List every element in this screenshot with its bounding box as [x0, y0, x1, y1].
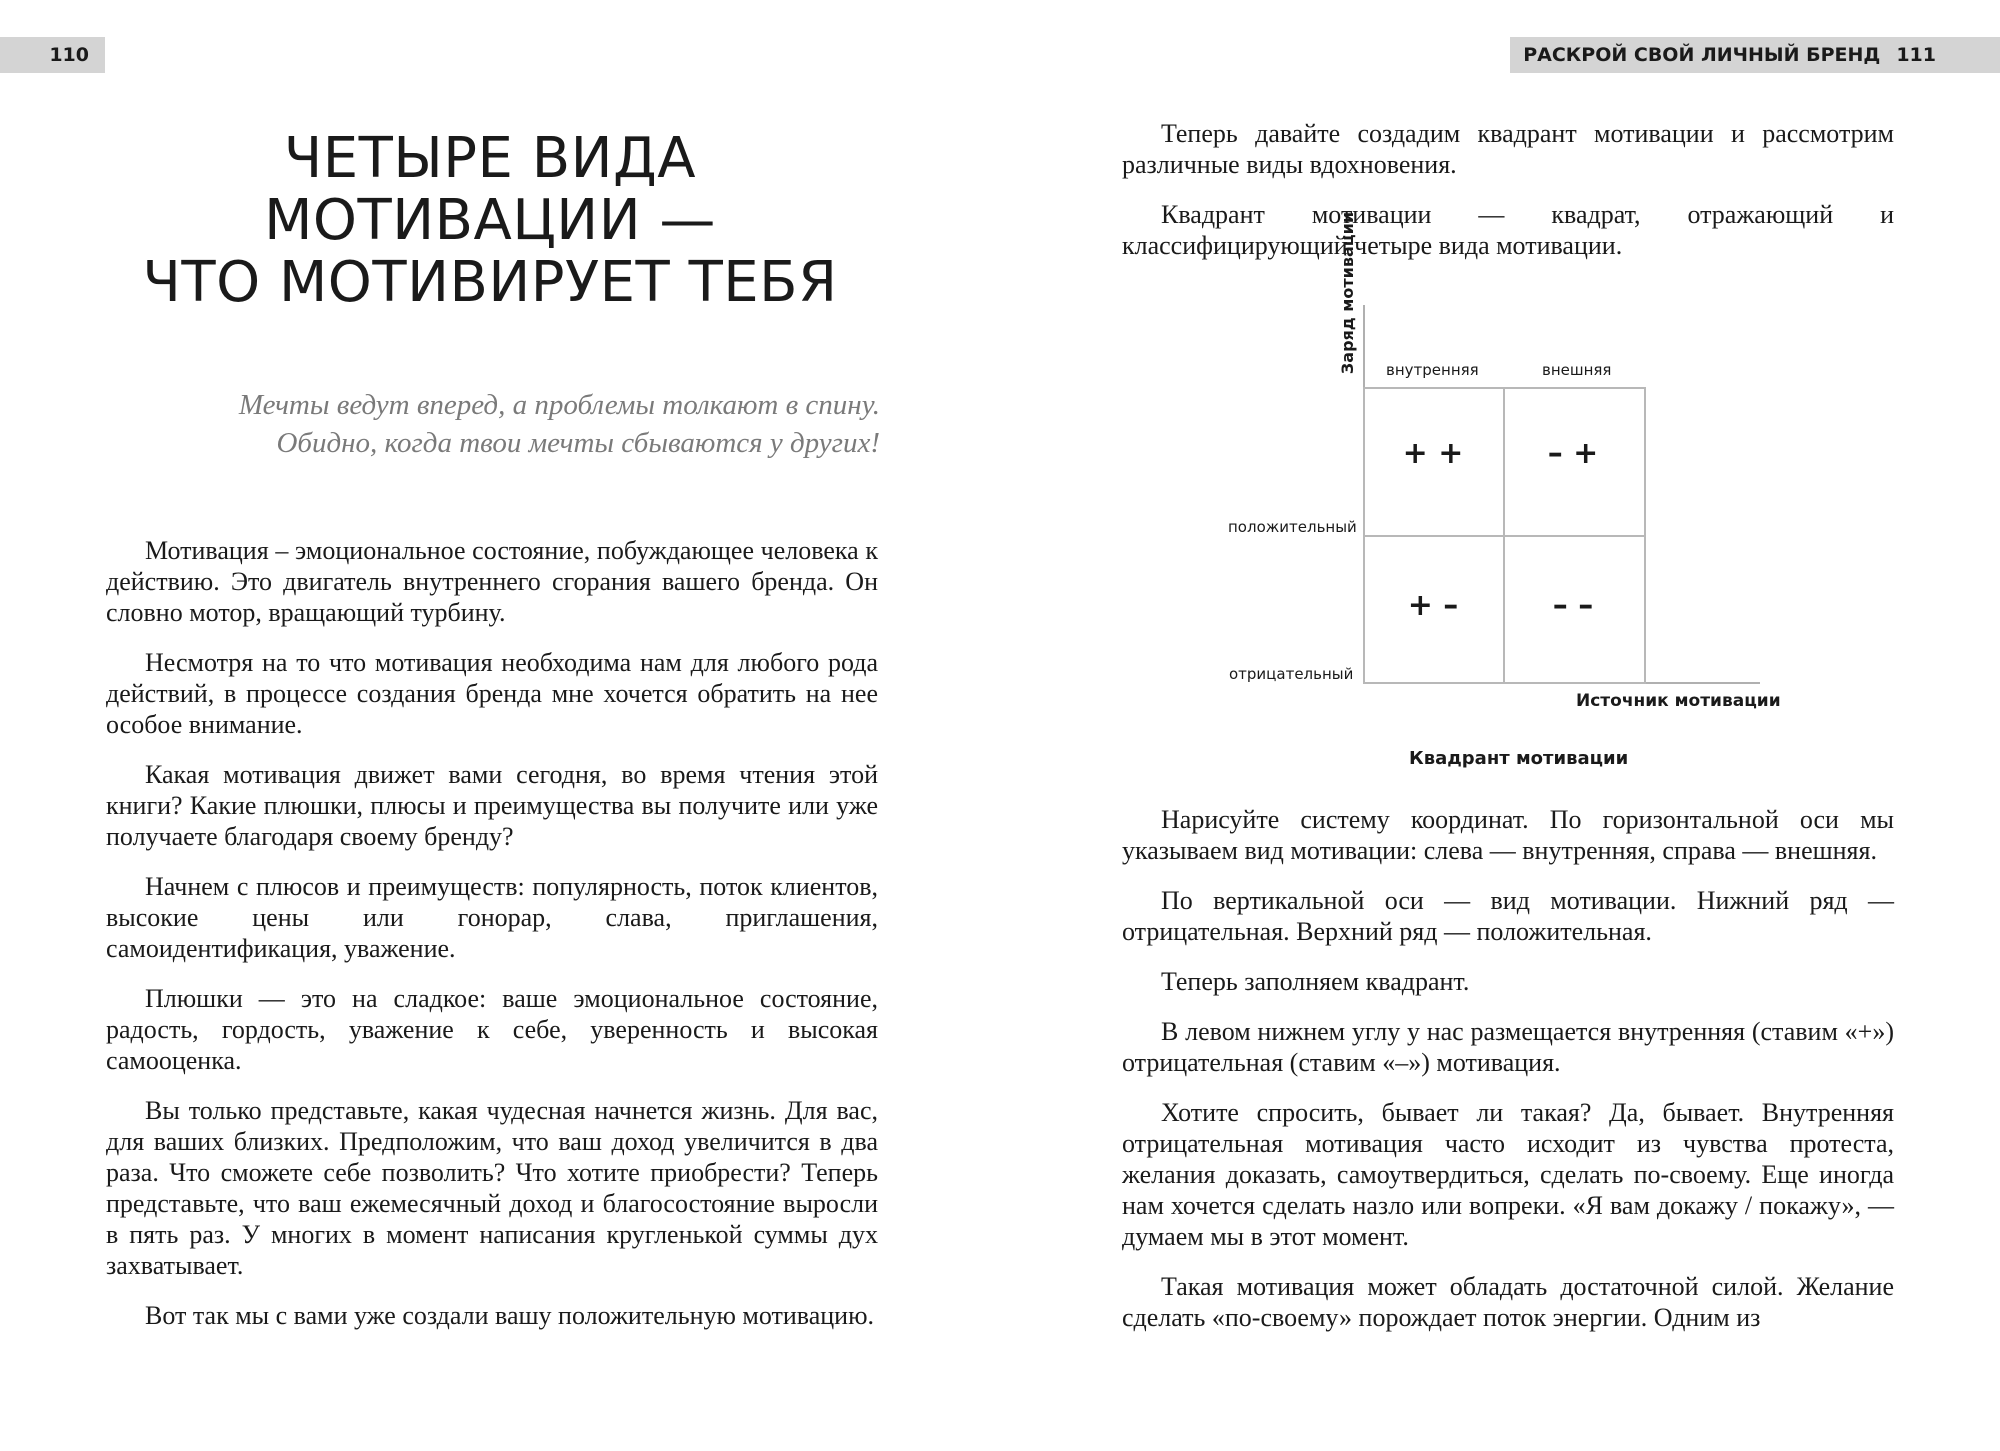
paragraph: Несмотря на то что мотивация необходима нам для любого рода действий, в процессе создания бренда мне хочется обратить на нее особое внимание.: [106, 648, 878, 739]
left-body-text: [106, 535, 878, 1350]
paragraph: Нарисуйте систему координат. По горизонтальной оси мы указываем вид мотивации: слева — внутренняя, справа — внешняя.: [1122, 805, 1894, 865]
quadrant-bottom-right-label: – –: [1552, 588, 1594, 623]
motivation-quadrant-diagram: [1000, 0, 2000, 800]
epigraph-line: Обидно, когда твои мечты сбываются у других!: [276, 427, 880, 459]
chapter-title-line: МОТИВАЦИИ —: [264, 188, 716, 253]
right-body-text-bottom: [1122, 804, 1894, 1352]
paragraph: В левом нижнем углу у нас размещается внутренняя (ставим «+») отрицательная (ставим «–») мотивация.: [1122, 1017, 1894, 1077]
row-label-negative: отрицательный: [1229, 665, 1354, 683]
quadrant-top-left-label: + +: [1402, 436, 1464, 471]
y-axis-label: Заряд мотивации: [1338, 211, 1357, 375]
epigraph-line: Мечты ведут вперед, а проблемы толкают в спину.: [238, 389, 880, 421]
paragraph: Квадрант мотивации — квадрат, отражающий и классифицирующий четыре вида мотивации.: [1122, 200, 1894, 260]
right-page-number: 111: [1896, 44, 1936, 66]
running-title: РАСКРОЙ СВОЙ ЛИЧНЫЙ БРЕНД: [1523, 44, 1881, 66]
paragraph: Теперь давайте создадим квадрант мотивации и рассмотрим различные виды вдохновения.: [1122, 119, 1894, 179]
paragraph: Начнем с плюсов и преимуществ: популярность, поток клиентов, высокие цены или гонорар, слава, приглашения, самоидентификация, уважение.: [106, 872, 878, 963]
paragraph: Вы только представьте, какая чудесная начнется жизнь. Для вас, для ваших близких. Предположим, что ваш доход увеличится в два раза. Что сможете себе позволить? Что хотите приобрести? Теперь представьте, что ваш ежемесячный доход и благосостояние выросли в пять раз. У многих в момент написания кругленькой суммы дух захватывает.: [106, 1096, 878, 1280]
left-page-number-tab: [0, 37, 105, 73]
diagram-caption: Квадрант мотивации: [1409, 748, 1629, 769]
paragraph: Хотите спросить, бывает ли такая? Да, бывает. Внутренняя отрицательная мотивация часто исходит из чувства протеста, желания доказать, самоутвердиться, сделать по-своему. Еще иногда нам хочется сделать назло или вопреки. «Я вам докажу / покажу», — думаем мы в этот момент.: [1122, 1098, 1894, 1251]
quadrant-bottom-left-label: + –: [1407, 588, 1459, 623]
paragraph: Такая мотивация может обладать достаточной силой. Желание сделать «по-своему» порождает поток энергии. Одним из: [1122, 1272, 1894, 1332]
chapter-title-line: ЧЕТЫРЕ ВИДА: [283, 126, 697, 191]
row-label-positive: положительный: [1228, 518, 1357, 536]
column-label-external: внешняя: [1542, 361, 1612, 379]
chapter-title-line: ЧТО МОТИВИРУЕТ ТЕБЯ: [142, 250, 838, 315]
paragraph: Какая мотивация движет вами сегодня, во время чтения этой книги? Какие плюшки, плюсы и преимущества вы получите или уже получаете благодаря своему бренду?: [106, 760, 878, 851]
left-page-number: 110: [49, 44, 89, 66]
quadrant-top-right-label: – +: [1547, 436, 1599, 471]
right-page: [1000, 0, 2000, 1451]
epigraph: [100, 386, 880, 462]
paragraph: Плюшки — это на сладкое: ваше эмоциональное состояние, радость, гордость, уважение к себе, уверенность и высокая самооценка.: [106, 984, 878, 1075]
paragraph: По вертикальной оси — вид мотивации. Нижний ряд — отрицательная. Верхний ряд — положительная.: [1122, 886, 1894, 946]
x-axis-label: Источник мотивации: [1576, 691, 1781, 711]
quadrant-grid: [1000, 0, 2000, 800]
paragraph: Мотивация – эмоциональное состояние, побуждающее человека к действию. Это двигатель внутреннего сгорания вашего бренда. Он словно мотор, вращающий турбину.: [106, 536, 878, 627]
column-label-internal: внутренняя: [1386, 361, 1479, 379]
paragraph: Теперь заполняем квадрант.: [1161, 967, 1470, 996]
chapter-title: [100, 128, 880, 314]
paragraph: Вот так мы с вами уже создали вашу положительную мотивацию.: [145, 1301, 875, 1330]
